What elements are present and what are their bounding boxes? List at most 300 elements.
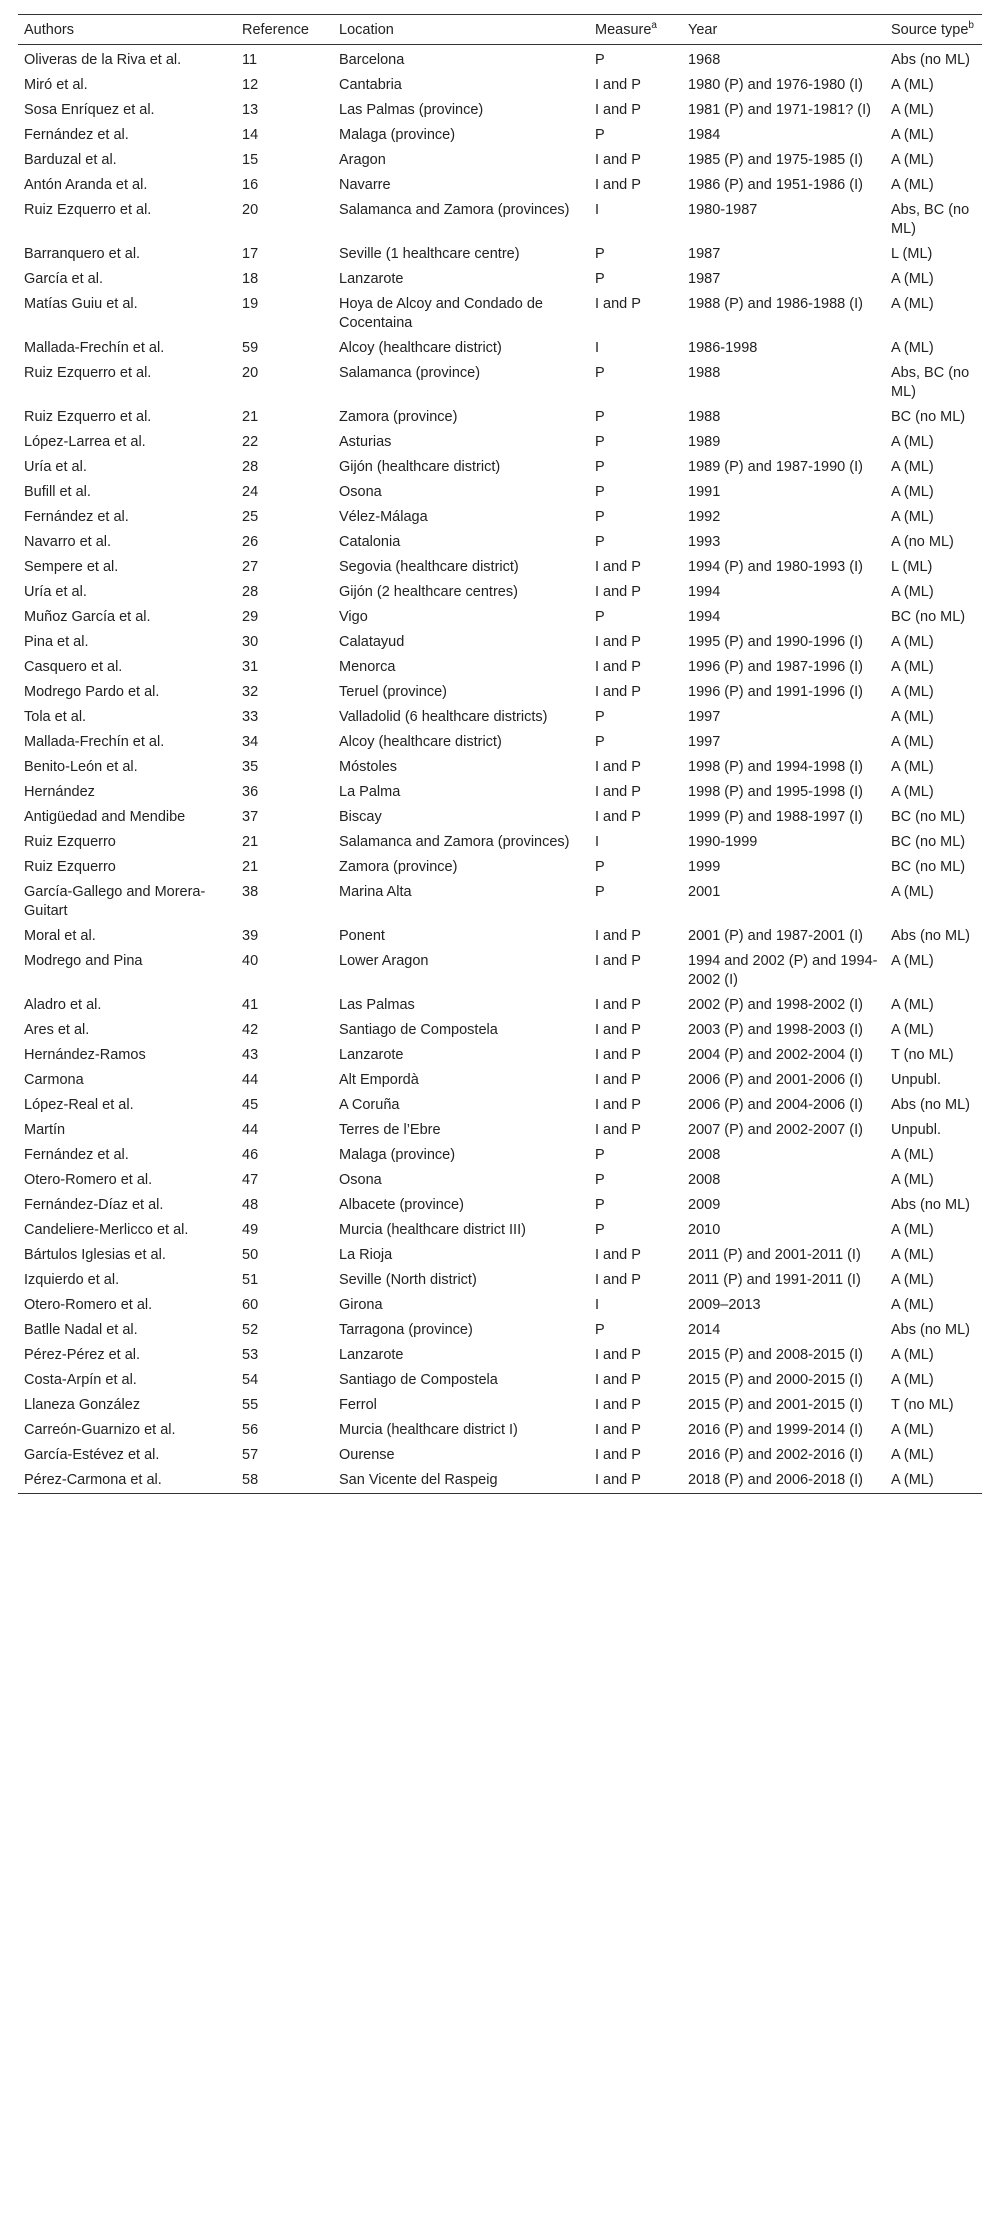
cell-measure: P [595,884,605,900]
cell-year: 2018 (P) and 2006-2018 (I) [688,1472,863,1488]
cell-authors: Pérez-Pérez et al. [24,1347,141,1363]
cell-location: Lower Aragon [339,953,429,969]
table-row [18,1068,982,1093]
cell-reference: 35 [242,759,259,775]
cell-authors: Ares et al. [24,1022,90,1038]
table-row [18,45,982,74]
cell-source-type: A (ML) [891,997,934,1013]
cell-year: 1993 [688,534,721,550]
cell-location: Lanzarote [339,1047,404,1063]
cell-source-type: L (ML) [891,559,933,575]
cell-location: Girona [339,1297,383,1313]
cell-authors: Martín [24,1122,66,1138]
cell-year: 2009 [688,1197,721,1213]
cell-reference: 50 [242,1247,259,1263]
cell-authors: Fernández et al. [24,127,129,143]
cell-location: Gijón (2 healthcare centres) [339,584,518,600]
cell-measure: I and P [595,102,641,118]
cell-location: Murcia (healthcare district III) [339,1222,526,1238]
table-row [18,1143,982,1168]
table-row [18,780,982,805]
cell-year: 1995 (P) and 1990-1996 (I) [688,634,863,650]
cell-location: Aragon [339,152,386,168]
table-row [18,1218,982,1243]
cell-authors: Carmona [24,1072,84,1088]
cell-reference: 28 [242,459,259,475]
cell-source-type: Abs, BC (no ML) [891,202,970,237]
cell-year: 2009–2013 [688,1297,761,1313]
table-row [18,805,982,830]
table-row [18,173,982,198]
cell-authors: Barranquero et al. [24,246,141,262]
cell-authors: Bufill et al. [24,484,91,500]
cell-year: 1996 (P) and 1991-1996 (I) [688,684,863,700]
cell-authors: García et al. [24,271,103,287]
cell-source-type: A (ML) [891,102,934,118]
table-row [18,630,982,655]
cell-measure: I [595,340,600,356]
cell-location: Vélez-Málaga [339,509,428,525]
cell-location: Biscay [339,809,382,825]
cell-year: 2002 (P) and 1998-2002 (I) [688,997,863,1013]
cell-reference: 41 [242,997,259,1013]
cell-measure: P [595,365,605,381]
cell-year: 1968 [688,52,721,68]
table-row [18,123,982,148]
cell-location: Zamora (province) [339,409,458,425]
cell-measure: P [595,246,605,262]
cell-authors: Pérez-Carmona et al. [24,1472,162,1488]
cell-measure: I and P [595,584,641,600]
cell-reference: 30 [242,634,259,650]
cell-year: 2007 (P) and 2002-2007 (I) [688,1122,863,1138]
cell-measure: I and P [595,177,641,193]
cell-measure: I and P [595,296,641,312]
cell-measure: I and P [595,1122,641,1138]
cell-measure: P [595,409,605,425]
cell-authors: García-Gallego and Morera-Guitart [24,884,206,919]
cell-measure: I and P [595,1347,641,1363]
cell-location: Cantabria [339,77,402,93]
cell-authors: Sosa Enríquez et al. [24,102,155,118]
cell-year: 2006 (P) and 2004-2006 (I) [688,1097,863,1113]
cell-location: Salamanca and Zamora (provinces) [339,202,570,218]
table-row [18,98,982,123]
cell-measure: I and P [595,759,641,775]
cell-location: San Vicente del Raspeig [339,1472,498,1488]
cell-year: 2010 [688,1222,721,1238]
cell-reference: 59 [242,340,259,356]
cell-location: Murcia (healthcare district I) [339,1422,518,1438]
cell-reference: 13 [242,102,259,118]
cell-year: 1998 (P) and 1994-1998 (I) [688,759,863,775]
cell-year: 2015 (P) and 2001-2015 (I) [688,1397,863,1413]
cell-year: 2006 (P) and 2001-2006 (I) [688,1072,863,1088]
cell-reference: 45 [242,1097,259,1113]
cell-measure: I and P [595,1072,641,1088]
cell-measure: I and P [595,659,641,675]
table-row [18,1093,982,1118]
cell-measure: P [595,859,605,875]
cell-year: 1984 [688,127,721,143]
cell-source-type: A (ML) [891,759,934,775]
table-row [18,148,982,173]
table-container [18,14,982,1494]
cell-authors: Matías Guiu et al. [24,296,138,312]
cell-source-type: A (ML) [891,1422,934,1438]
cell-location: Móstoles [339,759,398,775]
cell-reference: 12 [242,77,259,93]
cell-year: 2003 (P) and 1998-2003 (I) [688,1022,863,1038]
cell-reference: 44 [242,1122,259,1138]
cell-location: Santiago de Compostela [339,1372,498,1388]
cell-authors: Miró et al. [24,77,88,93]
cell-year: 1980-1987 [688,202,758,218]
cell-year: 2011 (P) and 2001-2011 (I) [688,1247,861,1263]
cell-authors: Fernández et al. [24,1147,129,1163]
cell-location: Alt Empordà [339,1072,419,1088]
table-row [18,1443,982,1468]
cell-measure: I and P [595,559,641,575]
cell-source-type: Unpubl. [891,1122,941,1138]
cell-reference: 38 [242,884,259,900]
cell-location: Navarre [339,177,391,193]
cell-year: 2001 [688,884,721,900]
cell-reference: 49 [242,1222,259,1238]
cell-year: 1994 [688,584,721,600]
cell-source-type: T (no ML) [891,1047,954,1063]
cell-year: 1994 (P) and 1980-1993 (I) [688,559,863,575]
cell-measure: P [595,734,605,750]
cell-authors: Mallada-Frechín et al. [24,340,165,356]
cell-authors: Barduzal et al. [24,152,117,168]
table-row [18,361,982,405]
table-row [18,267,982,292]
table-row [18,530,982,555]
cell-reference: 39 [242,928,259,944]
cell-authors: Ruiz Ezquerro et al. [24,365,152,381]
cell-location: Santiago de Compostela [339,1022,498,1038]
cell-source-type: A (ML) [891,1247,934,1263]
table-row [18,242,982,267]
cell-source-type: A (no ML) [891,534,954,550]
cell-reference: 11 [242,52,258,68]
header-location: Location [339,22,394,38]
cell-year: 1988 (P) and 1986-1988 (I) [688,296,863,312]
cell-reference: 27 [242,559,259,575]
table-row [18,605,982,630]
cell-reference: 19 [242,296,259,312]
cell-reference: 54 [242,1372,259,1388]
cell-reference: 22 [242,434,259,450]
cell-source-type: A (ML) [891,953,934,969]
cell-location: Albacete (province) [339,1197,464,1213]
cell-reference: 16 [242,177,259,193]
cell-reference: 29 [242,609,259,625]
cell-measure: P [595,52,605,68]
cell-year: 1999 (P) and 1988-1997 (I) [688,809,863,825]
cell-reference: 15 [242,152,259,168]
cell-reference: 24 [242,484,259,500]
table-header [18,15,982,45]
cell-year: 2008 [688,1147,721,1163]
studies-table [18,14,982,1494]
cell-authors: Sempere et al. [24,559,119,575]
table-row [18,680,982,705]
cell-location: Marina Alta [339,884,412,900]
table-row [18,655,982,680]
table-row [18,924,982,949]
cell-year: 2015 (P) and 2000-2015 (I) [688,1372,863,1388]
cell-location: Osona [339,484,382,500]
table-row [18,455,982,480]
cell-location: Calatayud [339,634,405,650]
cell-reference: 46 [242,1147,259,1163]
cell-year: 1997 [688,734,721,750]
cell-source-type: Abs (no ML) [891,1322,970,1338]
cell-measure: I and P [595,152,641,168]
table-row [18,505,982,530]
cell-authors: Fernández et al. [24,509,129,525]
cell-measure: I and P [595,1247,641,1263]
cell-reference: 60 [242,1297,259,1313]
cell-year: 1987 [688,246,721,262]
cell-reference: 48 [242,1197,259,1213]
cell-year: 1985 (P) and 1975-1985 (I) [688,152,863,168]
cell-source-type: Abs (no ML) [891,928,970,944]
cell-source-type: A (ML) [891,1472,934,1488]
table-row [18,1393,982,1418]
cell-source-type: BC (no ML) [891,834,966,850]
cell-location: Las Palmas [339,997,415,1013]
cell-measure: P [595,1172,605,1188]
cell-authors: Uría et al. [24,459,87,475]
cell-source-type: A (ML) [891,734,934,750]
cell-reference: 37 [242,809,259,825]
table-row [18,880,982,924]
cell-authors: Modrego and Pina [24,953,143,969]
cell-year: 1989 [688,434,721,450]
cell-authors: Casquero et al. [24,659,123,675]
cell-year: 1981 (P) and 1971-1981? (I) [688,102,871,118]
cell-reference: 47 [242,1172,259,1188]
cell-source-type: A (ML) [891,152,934,168]
header-measure: Measure$^a$ [595,20,657,38]
cell-location: Asturias [339,434,392,450]
cell-measure: P [595,484,605,500]
cell-location: Vigo [339,609,368,625]
cell-authors: Pina et al. [24,634,89,650]
cell-measure: P [595,1197,605,1213]
cell-measure: I and P [595,928,641,944]
table-row [18,1293,982,1318]
cell-location: Seville (North district) [339,1272,477,1288]
cell-measure: I and P [595,1422,641,1438]
cell-measure: I and P [595,809,641,825]
cell-reference: 56 [242,1422,259,1438]
cell-source-type: A (ML) [891,709,934,725]
cell-authors: Otero-Romero et al. [24,1297,153,1313]
cell-source-type: BC (no ML) [891,409,966,425]
cell-location: Alcoy (healthcare district) [339,340,502,356]
cell-measure: I and P [595,1397,641,1413]
cell-year: 1996 (P) and 1987-1996 (I) [688,659,863,675]
cell-source-type: A (ML) [891,1347,934,1363]
cell-measure: I and P [595,997,641,1013]
table-row [18,949,982,993]
cell-measure: I and P [595,1047,641,1063]
cell-source-type: L (ML) [891,246,933,262]
cell-source-type: A (ML) [891,177,934,193]
cell-measure: P [595,127,605,143]
cell-location: Lanzarote [339,271,404,287]
table-row [18,830,982,855]
cell-reference: 43 [242,1047,259,1063]
cell-measure: I and P [595,77,641,93]
cell-authors: Moral et al. [24,928,96,944]
cell-location: Ourense [339,1447,395,1463]
cell-reference: 21 [242,834,259,850]
cell-location: Malaga (province) [339,127,456,143]
cell-reference: 58 [242,1472,259,1488]
cell-authors: Otero-Romero et al. [24,1172,153,1188]
cell-year: 2014 [688,1322,721,1338]
cell-authors: Aladro et al. [24,997,102,1013]
cell-location: Zamora (province) [339,859,458,875]
cell-location: Las Palmas (province) [339,102,484,118]
cell-measure: I and P [595,634,641,650]
table-row [18,405,982,430]
cell-source-type: A (ML) [891,484,934,500]
cell-location: Tarragona (province) [339,1322,473,1338]
cell-authors: Hernández-Ramos [24,1047,146,1063]
cell-authors: García-Estévez et al. [24,1447,160,1463]
cell-authors: Tola et al. [24,709,87,725]
cell-reference: 55 [242,1397,259,1413]
table-row [18,1318,982,1343]
table-row [18,1418,982,1443]
cell-reference: 14 [242,127,259,143]
cell-reference: 25 [242,509,259,525]
cell-authors: Uría et al. [24,584,87,600]
cell-source-type: Abs, BC (no ML) [891,365,970,400]
cell-source-type: A (ML) [891,1222,934,1238]
cell-source-type: Abs (no ML) [891,52,970,68]
cell-measure: I and P [595,1447,641,1463]
cell-reference: 31 [242,659,259,675]
cell-source-type: A (ML) [891,1297,934,1313]
cell-year: 2001 (P) and 1987-2001 (I) [688,928,863,944]
cell-location: Menorca [339,659,396,675]
header-authors: Authors [24,22,74,38]
cell-measure: I [595,834,600,850]
cell-reference: 52 [242,1322,259,1338]
cell-measure: P [595,271,605,287]
cell-measure: P [595,509,605,525]
cell-measure: P [595,434,605,450]
table-row [18,1118,982,1143]
cell-authors: Ruiz Ezquerro et al. [24,202,152,218]
cell-source-type: A (ML) [891,634,934,650]
cell-measure: I [595,202,600,218]
cell-source-type: A (ML) [891,1447,934,1463]
cell-measure: P [595,1147,605,1163]
cell-year: 2016 (P) and 1999-2014 (I) [688,1422,863,1438]
cell-reference: 34 [242,734,259,750]
table-row [18,1243,982,1268]
cell-measure: I and P [595,1472,641,1488]
header-row [18,15,982,45]
cell-source-type: BC (no ML) [891,609,966,625]
cell-authors: Hernández [24,784,95,800]
cell-year: 1980 (P) and 1976-1980 (I) [688,77,863,93]
table-row [18,1043,982,1068]
cell-source-type: A (ML) [891,1372,934,1388]
cell-authors: Benito-León et al. [24,759,138,775]
cell-authors: Mallada-Frechín et al. [24,734,165,750]
cell-location: Malaga (province) [339,1147,456,1163]
cell-source-type: T (no ML) [891,1397,954,1413]
cell-year: 1986 (P) and 1951-1986 (I) [688,177,863,193]
cell-source-type: A (ML) [891,340,934,356]
cell-measure: I and P [595,1272,641,1288]
table-row [18,1343,982,1368]
cell-authors: Ruiz Ezquerro et al. [24,409,152,425]
cell-source-type: A (ML) [891,1172,934,1188]
cell-reference: 51 [242,1272,259,1288]
cell-location: Segovia (healthcare district) [339,559,519,575]
cell-reference: 21 [242,859,259,875]
cell-authors: Carreón-Guarnizo et al. [24,1422,176,1438]
cell-location: Valladolid (6 healthcare districts) [339,709,548,725]
cell-authors: Antón Aranda et al. [24,177,148,193]
cell-year: 1986-1998 [688,340,758,356]
footnote-marker-a: a [651,20,657,32]
cell-measure: I and P [595,684,641,700]
cell-year: 2015 (P) and 2008-2015 (I) [688,1347,863,1363]
cell-source-type: Abs (no ML) [891,1197,970,1213]
cell-measure: P [595,1222,605,1238]
cell-reference: 36 [242,784,259,800]
cell-authors: Muñoz García et al. [24,609,151,625]
cell-source-type: BC (no ML) [891,859,966,875]
cell-measure: I and P [595,1097,641,1113]
cell-location: La Palma [339,784,401,800]
cell-reference: 44 [242,1072,259,1088]
cell-year: 1990-1999 [688,834,758,850]
cell-source-type: A (ML) [891,1272,934,1288]
cell-reference: 20 [242,365,259,381]
header-source-type: Source type$^b$ [891,20,974,38]
cell-source-type: BC (no ML) [891,809,966,825]
cell-year: 2004 (P) and 2002-2004 (I) [688,1047,863,1063]
cell-reference: 21 [242,409,259,425]
cell-location: Alcoy (healthcare district) [339,734,502,750]
cell-authors: Ruiz Ezquerro [24,834,116,850]
cell-reference: 32 [242,684,259,700]
table-row [18,73,982,98]
cell-location: La Rioja [339,1247,393,1263]
cell-authors: López-Real et al. [24,1097,134,1113]
cell-location: Terres de l’Ebre [339,1122,441,1138]
cell-reference: 18 [242,271,259,287]
cell-authors: López-Larrea et al. [24,434,146,450]
cell-year: 2011 (P) and 1991-2011 (I) [688,1272,861,1288]
cell-year: 1999 [688,859,721,875]
table-row [18,993,982,1018]
cell-location: Lanzarote [339,1347,404,1363]
cell-source-type: A (ML) [891,77,934,93]
